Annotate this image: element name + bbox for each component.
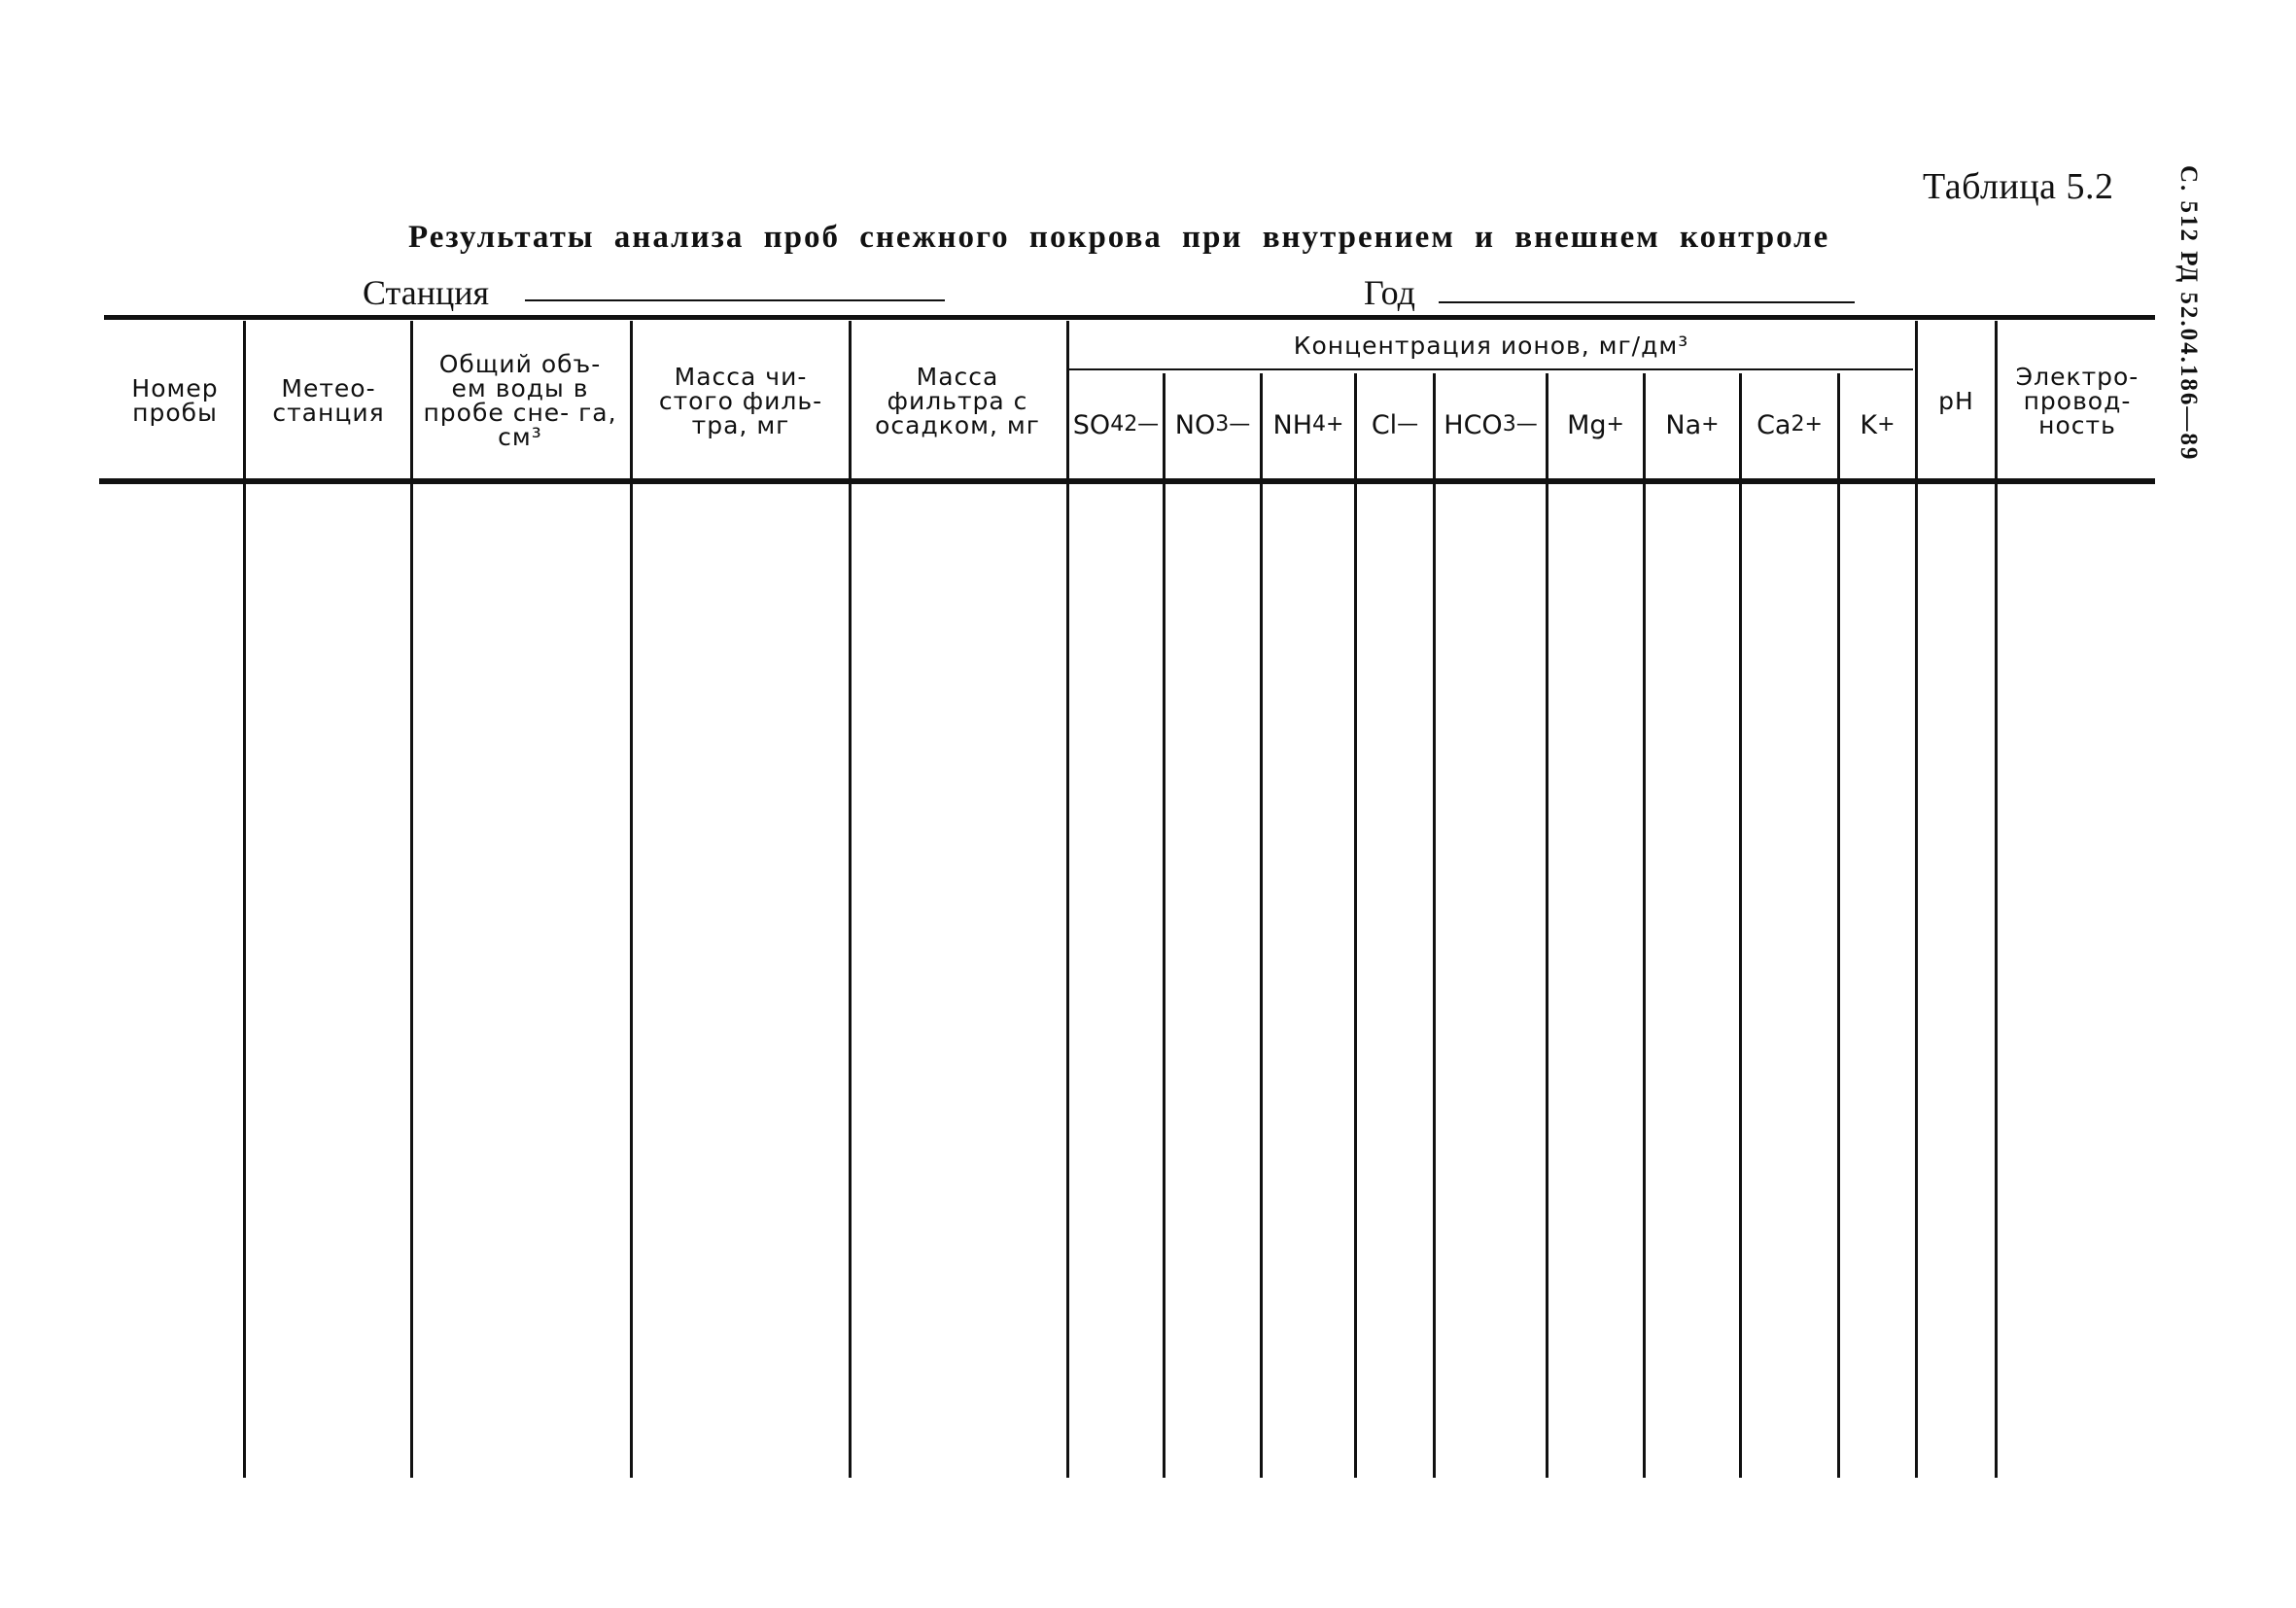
header-conductivity: Электро- провод- ность (2015, 362, 2139, 439)
header-clean-filter-mass: Масса чи- стого филь- тра, мг (658, 362, 823, 439)
header-ion-cl: Cl — (1371, 409, 1419, 440)
header-filter-sediment-mass: Масса фильтра с осадком, мг (875, 362, 1040, 439)
ion-column-divider (1354, 373, 1357, 1478)
header-sample-number: Номер пробы (131, 374, 219, 427)
ion-column-divider (1260, 373, 1263, 1478)
ion-column-divider (1433, 373, 1436, 1478)
ion-column-divider (1739, 373, 1742, 1478)
header-ion-so4: SO 4 2— (1072, 409, 1160, 440)
column-divider (1995, 321, 1998, 1478)
ion-column-divider (1837, 373, 1840, 1478)
ion-column-divider (1163, 373, 1165, 1478)
station-label: Станция (363, 273, 490, 312)
ion-column-divider (1546, 373, 1548, 1478)
station-field-line (525, 299, 945, 301)
header-ph: pH (1938, 386, 1974, 415)
header-ion-k: K + (1860, 409, 1896, 440)
ion-group-underline (1069, 368, 1913, 370)
column-divider (243, 321, 246, 1478)
table-title: Результаты анализа проб снежного покрова при внутрением и внешнем контроле (408, 220, 1830, 255)
column-divider (849, 321, 852, 1478)
ion-column-divider (1643, 373, 1646, 1478)
table-top-rule (104, 315, 2155, 320)
header-ion-mg: Mg + (1567, 409, 1624, 440)
column-divider (1066, 321, 1069, 1478)
header-ion-hco3: HCO 3 — (1444, 409, 1538, 440)
header-ion-nh4: NH 4 + (1272, 409, 1344, 440)
column-divider (410, 321, 413, 1478)
side-reference: С. 512 РД 52.04.186—89 (2175, 165, 2202, 462)
column-divider (630, 321, 633, 1478)
year-label: Год (1364, 273, 1415, 312)
header-ion-concentration: Концентрация ионов, мг/дм³ (1293, 331, 1689, 360)
header-total-water-volume: Общий объ- ем воды в пробе сне- га, см³ (423, 350, 617, 451)
header-ion-ca: Ca 2+ (1757, 409, 1823, 440)
header-ion-no3: NO 3 — (1174, 409, 1251, 440)
header-meteostation: Метео- станция (272, 374, 385, 427)
table-header-bottom-rule (99, 478, 2155, 484)
year-field-line (1439, 301, 1855, 303)
column-divider (1915, 321, 1918, 1478)
header-ion-na: Na + (1665, 409, 1720, 440)
table-number: Таблица 5.2 (1923, 166, 2114, 207)
